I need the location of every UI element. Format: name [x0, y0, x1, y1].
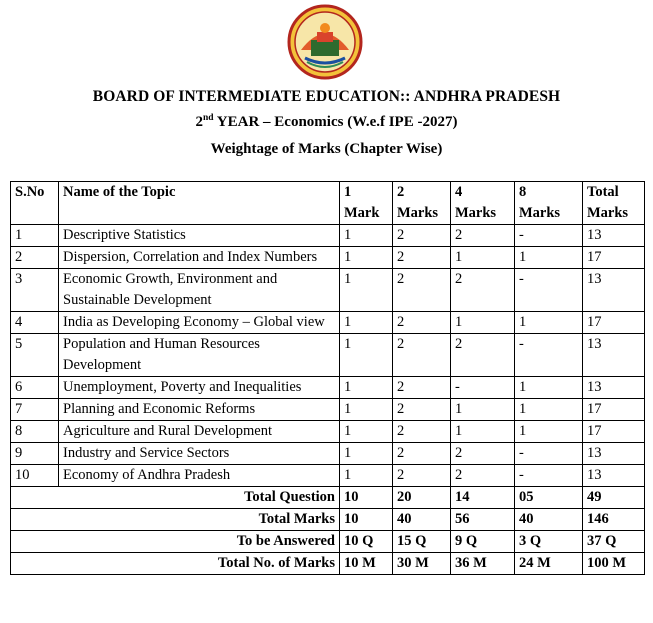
cell-2-marks: 2 [393, 247, 451, 269]
cell-total: 17 [583, 421, 645, 443]
cell-sno: 5 [11, 334, 59, 377]
total-8-marks: 3 Q [515, 531, 583, 553]
cell-4-marks: 1 [451, 421, 515, 443]
header-8-marks: 8 Marks [515, 182, 583, 225]
cell-topic: Industry and Service Sectors [59, 443, 340, 465]
cell-total: 13 [583, 465, 645, 487]
cell-2-marks: 2 [393, 443, 451, 465]
cell-2-marks: 2 [393, 334, 451, 377]
totals-row [11, 487, 645, 509]
header-4-marks: 4 Marks [451, 182, 515, 225]
cell-8-marks: - [515, 334, 583, 377]
total-8-marks: 24 M [515, 553, 583, 575]
cell-8-marks: 1 [515, 421, 583, 443]
total-label: Total No. of Marks [11, 553, 340, 575]
cell-2-marks: 2 [393, 225, 451, 247]
cell-1-mark: 1 [340, 334, 393, 377]
total-1-mark: 10 [340, 487, 393, 509]
table-row [11, 421, 645, 443]
cell-1-mark: 1 [340, 269, 393, 312]
totals-row [11, 553, 645, 575]
cell-total: 13 [583, 225, 645, 247]
total-label: To be Answered [11, 531, 340, 553]
cell-topic: Economic Growth, Environment and Sustainable Development [59, 269, 340, 312]
cell-8-marks: - [515, 443, 583, 465]
cell-8-marks: - [515, 225, 583, 247]
cell-2-marks: 2 [393, 312, 451, 334]
total-2-marks: 20 [393, 487, 451, 509]
table-row [11, 312, 645, 334]
cell-1-mark: 1 [340, 399, 393, 421]
cell-sno: 4 [11, 312, 59, 334]
cell-2-marks: 2 [393, 421, 451, 443]
cell-4-marks: 1 [451, 312, 515, 334]
cell-topic: Descriptive Statistics [59, 225, 340, 247]
cell-sno: 1 [11, 225, 59, 247]
total-1-mark: 10 [340, 509, 393, 531]
table-row [11, 443, 645, 465]
header-1-mark: 1 Mark [340, 182, 393, 225]
total-1-mark: 10 M [340, 553, 393, 575]
total-1-mark: 10 Q [340, 531, 393, 553]
cell-4-marks: 2 [451, 465, 515, 487]
cell-4-marks: - [451, 377, 515, 399]
cell-2-marks: 2 [393, 465, 451, 487]
cell-total: 13 [583, 269, 645, 312]
cell-total: 13 [583, 377, 645, 399]
cell-topic: Unemployment, Poverty and Inequalities [59, 377, 340, 399]
cell-4-marks: 1 [451, 399, 515, 421]
cell-4-marks: 2 [451, 443, 515, 465]
total-4-marks: 14 [451, 487, 515, 509]
cell-4-marks: 2 [451, 269, 515, 312]
cell-topic: India as Developing Economy – Global view [59, 312, 340, 334]
cell-1-mark: 1 [340, 465, 393, 487]
cell-4-marks: 2 [451, 225, 515, 247]
board-emblem-logo [287, 4, 363, 80]
document-subtitle-year: 2nd YEAR – Economics (W.e.f IPE -2027) [195, 113, 458, 130]
total-label: Total Marks [11, 509, 340, 531]
cell-sno: 8 [11, 421, 59, 443]
total-4-marks: 9 Q [451, 531, 515, 553]
table-row [11, 377, 645, 399]
total-4-marks: 56 [451, 509, 515, 531]
board-title: BOARD OF INTERMEDIATE EDUCATION:: ANDHRA PRADESH [92, 88, 561, 105]
table-row [11, 247, 645, 269]
table-header-row [11, 182, 645, 225]
cell-8-marks: 1 [515, 247, 583, 269]
cell-total: 17 [583, 247, 645, 269]
table-row [11, 269, 645, 312]
total-label: Total Question [11, 487, 340, 509]
cell-1-mark: 1 [340, 312, 393, 334]
total-overall: 146 [583, 509, 645, 531]
cell-2-marks: 2 [393, 377, 451, 399]
header-total-marks: Total Marks [583, 182, 645, 225]
cell-8-marks: 1 [515, 399, 583, 421]
cell-total: 13 [583, 443, 645, 465]
total-2-marks: 15 Q [393, 531, 451, 553]
cell-topic: Population and Human Resources Development [59, 334, 340, 377]
cell-8-marks: 1 [515, 312, 583, 334]
total-8-marks: 05 [515, 487, 583, 509]
table-row [11, 334, 645, 377]
table-row [11, 225, 645, 247]
total-2-marks: 30 M [393, 553, 451, 575]
table-row [11, 399, 645, 421]
cell-8-marks: - [515, 465, 583, 487]
total-overall: 100 M [583, 553, 645, 575]
cell-sno: 9 [11, 443, 59, 465]
cell-sno: 3 [11, 269, 59, 312]
cell-topic: Economy of Andhra Pradesh [59, 465, 340, 487]
totals-row [11, 509, 645, 531]
header-sno: S.No [11, 182, 59, 225]
cell-2-marks: 2 [393, 269, 451, 312]
cell-sno: 10 [11, 465, 59, 487]
header-topic: Name of the Topic [59, 182, 340, 225]
cell-1-mark: 1 [340, 421, 393, 443]
cell-1-mark: 1 [340, 443, 393, 465]
cell-topic: Dispersion, Correlation and Index Numbers [59, 247, 340, 269]
document-subtitle-weightage: Weightage of Marks (Chapter Wise) [210, 141, 443, 157]
cell-8-marks: - [515, 269, 583, 312]
cell-2-marks: 2 [393, 399, 451, 421]
cell-topic: Agriculture and Rural Development [59, 421, 340, 443]
total-4-marks: 36 M [451, 553, 515, 575]
cell-total: 17 [583, 399, 645, 421]
cell-sno: 2 [11, 247, 59, 269]
cell-8-marks: 1 [515, 377, 583, 399]
cell-sno: 7 [11, 399, 59, 421]
table-row [11, 465, 645, 487]
weightage-table [10, 181, 645, 575]
totals-row [11, 531, 645, 553]
total-8-marks: 40 [515, 509, 583, 531]
cell-sno: 6 [11, 377, 59, 399]
header-2-marks: 2 Marks [393, 182, 451, 225]
cell-4-marks: 1 [451, 247, 515, 269]
cell-total: 17 [583, 312, 645, 334]
cell-topic: Planning and Economic Reforms [59, 399, 340, 421]
cell-1-mark: 1 [340, 225, 393, 247]
cell-1-mark: 1 [340, 377, 393, 399]
total-2-marks: 40 [393, 509, 451, 531]
total-overall: 49 [583, 487, 645, 509]
cell-4-marks: 2 [451, 334, 515, 377]
cell-1-mark: 1 [340, 247, 393, 269]
total-overall: 37 Q [583, 531, 645, 553]
cell-total: 13 [583, 334, 645, 377]
